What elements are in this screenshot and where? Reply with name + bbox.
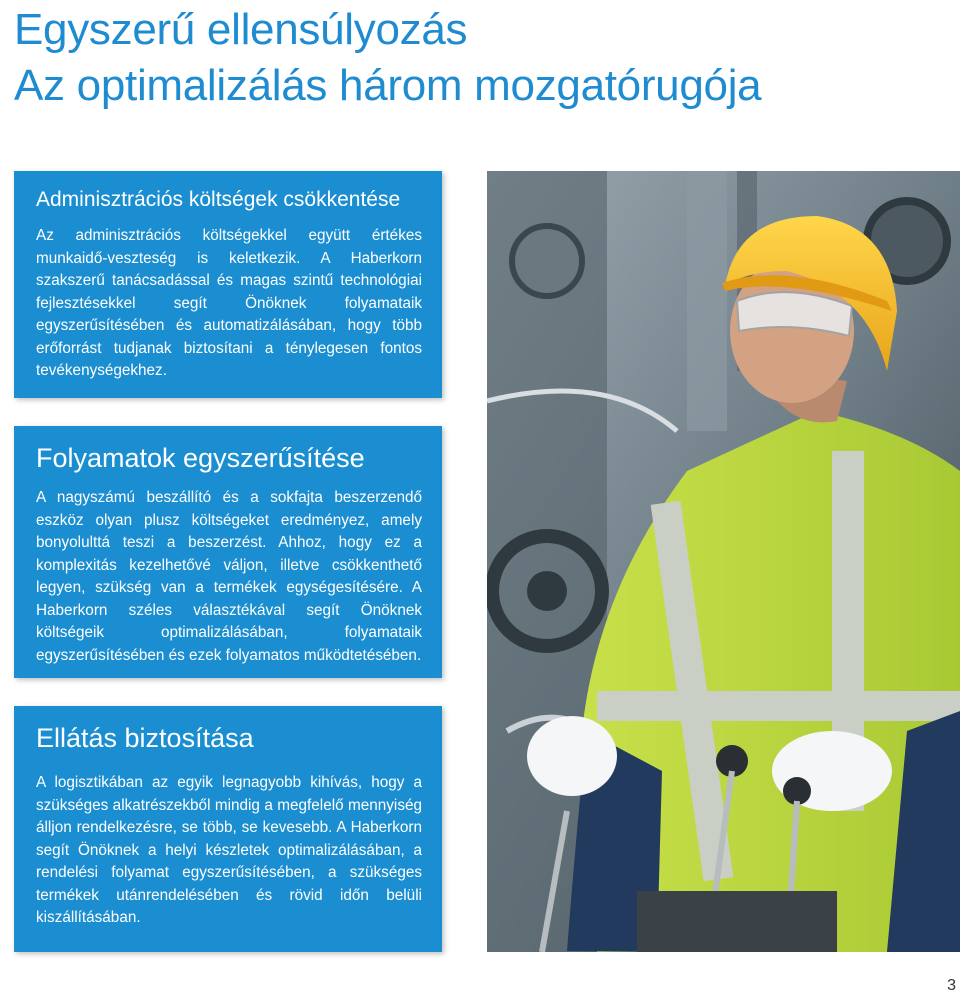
- title-line-2: Az optimalizálás három mozgatórugója: [14, 61, 762, 110]
- worker-photo: [487, 171, 960, 952]
- section-process-simplification: [14, 426, 442, 678]
- section-admin-costs: [14, 171, 442, 398]
- section-body: A logisztikában az egyik legnagyobb kihívás, hogy a szükséges alkatrészekből mindig a megfelelő mennyiség álljon rendelkezésre, se több, se kevesebb. A Haberkorn segít Önöknek a helyi készletek optimalizálásában, a rendelési folyamat egyszerűsítésében, a szükséges termékek utánrendelésében és rövid időn belüli kiszállításában.: [36, 774, 422, 926]
- worker-illustration: [487, 171, 960, 952]
- section-supply-assurance: [14, 706, 442, 952]
- page-number: 3: [947, 977, 956, 994]
- section-heading: Ellátás biztosítása: [36, 723, 254, 753]
- page-title: [14, 2, 761, 114]
- section-heading: Adminisztrációs költségek csökkentése: [36, 188, 401, 211]
- title-line-1: Egyszerű ellensúlyozás: [14, 5, 468, 54]
- section-body: Az adminisztrációs költségekkel együtt értékes munkaidő-veszteség is keletkezik. A Haberkorn szakszerű tanácsadással és magas szintű technológiai fejlesztésekkel segít Önöknek folyamataik egyszerűsítésében és automatizálásában, hogy több erőforrást tudjanak biztosítani a ténylegesen fontos tevékenységekhez.: [36, 227, 422, 379]
- section-heading: Folyamatok egyszerűsítése: [36, 443, 365, 473]
- section-body: A nagyszámú beszállító és a sokfajta beszerzendő eszköz olyan plusz költségeket eredményez, amely bonyolulttá teszi a beszerzést. Ahhoz, hogy ez a komplexitás kezelhetővé váljon, illetve csökkenthető legyen, szükség van a termékek egységesítésére. A Haberkorn széles választékával segít Önöknek költségeik optimalizálásában, folyamataik egyszerűsítésében és ezek folyamatos működtetésében.: [36, 489, 422, 664]
